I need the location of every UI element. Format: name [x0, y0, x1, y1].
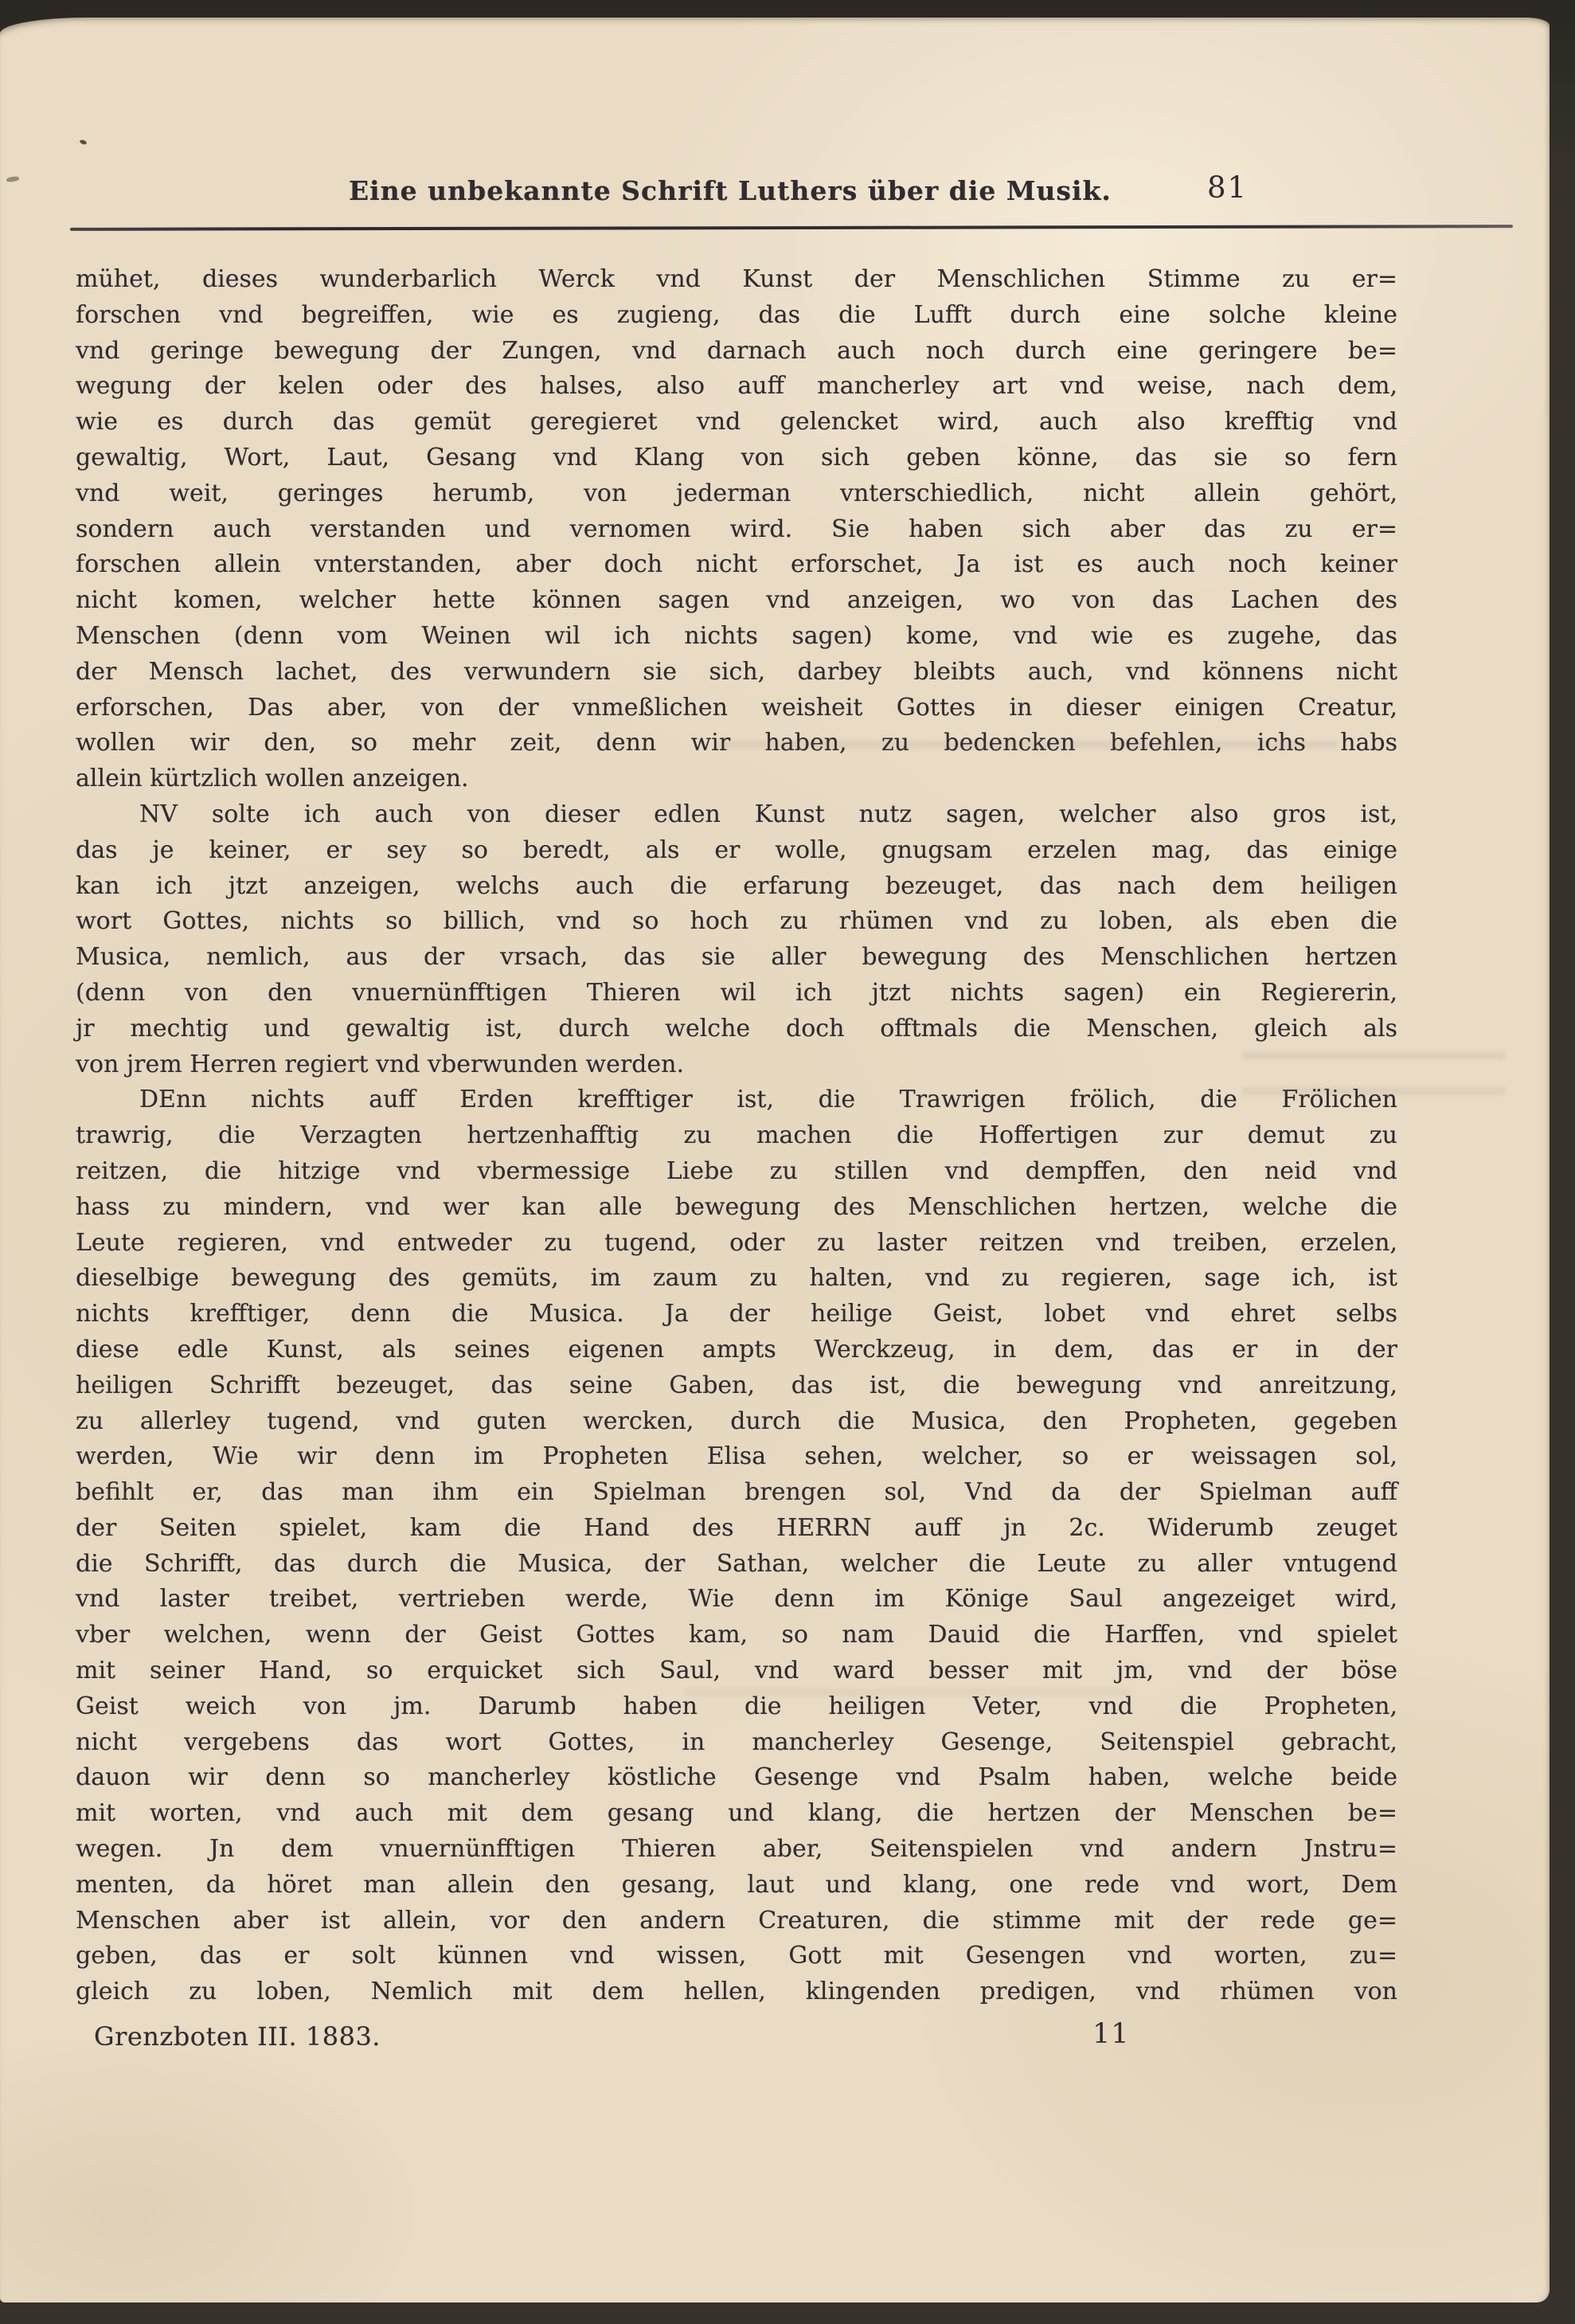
- text-line: Leute regieren, vnd entweder zu tugend, oder zu laster reitzen vnd treiben, erzelen,: [76, 1228, 1397, 1257]
- text-line: reitzen, die hitzige vnd vbermessige Liebe zu stillen vnd dempffen, den neid vnd: [76, 1156, 1397, 1185]
- text-line: kan ich jtzt anzeigen, welchs auch die erfarung bezeuget, das nach dem heiligen: [76, 871, 1397, 900]
- text-line: gleich zu loben, Nemlich mit dem hellen, klingenden predigen, vnd rhümen von: [76, 1978, 1397, 2006]
- text-line: Geist weich von jm. Darumb haben die heiligen Veter, vnd die Propheten,: [76, 1692, 1397, 1720]
- ink-fleck: [239, 565, 244, 570]
- text-line: zu allerley tugend, vnd guten wercken, durch die Musica, den Propheten, gegeben: [76, 1407, 1397, 1435]
- bleed-through-smudge: [1242, 1029, 1505, 1117]
- text-line: diese edle Kunst, als seines eigenen ampts Werckzeug, in dem, das er in der: [76, 1335, 1397, 1363]
- bleed-through-smudge: [685, 1666, 1131, 1710]
- text-line: forschen allein vnterstanden, aber doch nicht erforschet, Ja ist es auch noch keiner: [76, 550, 1397, 579]
- text-line: vnd geringe bewegung der Zungen, vnd darnach auch noch durch eine geringere be=: [76, 336, 1397, 365]
- text-line: menten, da höret man allein den gesang, laut und klang, one rede vnd wort, Dem: [76, 1870, 1397, 1899]
- bleed-through-smudge: [717, 718, 1338, 766]
- text-line: Menschen aber ist allein, vor den andern Creaturen, die stimme mit der rede ge=: [76, 1906, 1397, 1935]
- text-line: mühet, dieses wunderbarlich Werck vnd Kunst der Menschlichen Stimme zu er=: [76, 265, 1397, 293]
- text-line: (denn von den vnuernünfftigen Thieren wil ich jtzt nichts sagen) ein Regiererin,: [76, 978, 1397, 1007]
- text-line: befihlt er, das man ihm ein Spielman brengen sol, Vnd da der Spielman auff: [76, 1478, 1397, 1507]
- text-line: Musica, nemlich, aus der vrsach, das sie aller bewegung des Menschlichen hertzen: [76, 943, 1397, 972]
- text-line: sondern auch verstanden und vernomen wird. Sie haben sich aber das zu er=: [76, 514, 1397, 543]
- footer-sheet-signature: 11: [1092, 2018, 1130, 2050]
- body-text-block: [76, 262, 1397, 2010]
- text-line: nicht komen, welcher hette können sagen vnd anzeigen, wo von das Lachen des: [76, 586, 1397, 615]
- book-page: [0, 18, 1550, 2302]
- text-line: jr mechtig und gewaltig ist, durch welche doch offtmals die Menschen, gleich als: [76, 1014, 1397, 1043]
- text-line: wort Gottes, nichts so billich, vnd so hoch zu rhümen vnd zu loben, als eben die: [76, 907, 1397, 936]
- text-line: nichts krefftiger, denn die Musica. Ja der heilige Geist, lobet vnd ehret selbs: [76, 1300, 1397, 1328]
- text-line: allein kürtzlich wollen anzeigen.: [76, 765, 469, 793]
- running-header-title: Eine unbekannte Schrift Luthers über die Musik.: [349, 175, 1112, 206]
- text-line: Menschen (denn vom Weinen wil ich nichts sagen) kome, vnd wie es zugehe, das: [76, 621, 1397, 650]
- text-line: gewaltig, Wort, Laut, Gesang vnd Klang von sich geben könne, das sie so fern: [76, 443, 1397, 471]
- text-line: vnd laster treibet, vertrieben werde, Wie denn im Könige Saul angezeiget wird,: [76, 1585, 1397, 1614]
- ink-fleck: [79, 139, 87, 146]
- text-line: nicht vergebens das wort Gottes, in mancherley Gesenge, Seitenspiel gebracht,: [76, 1727, 1397, 1756]
- text-line: vber welchen, wenn der Geist Gottes kam, so nam Dauid die Harffen, vnd spielet: [76, 1621, 1397, 1649]
- text-line: wie es durch das gemüt geregieret vnd gelencket wird, auch also krefftig vnd: [76, 408, 1397, 436]
- text-line: forschen vnd begreiffen, wie es zugieng, das die Lufft durch eine solche kleine: [76, 300, 1397, 329]
- text-line: das je keiner, er sey so beredt, als er wolle, gnugsam erzelen mag, das einige: [76, 835, 1397, 864]
- header-rule: [70, 225, 1513, 231]
- text-line: wollen wir den, so mehr zeit, denn wir haben, zu bedencken befehlen, ichs habs: [76, 729, 1397, 757]
- text-line: hass zu mindern, vnd wer kan alle bewegung des Menschlichen hertzen, welche die: [76, 1192, 1397, 1221]
- text-line: DEnn nichts auff Erden krefftiger ist, die Trawrigen frölich, die Frölichen: [139, 1086, 1397, 1114]
- text-line: heiligen Schrifft bezeuget, das seine Gaben, das ist, die bewegung vnd anreitzung,: [76, 1371, 1397, 1399]
- footer-imprint: Grenzboten III. 1883.: [94, 2021, 381, 2052]
- ink-fleck: [6, 176, 20, 182]
- text-line: vnd weit, geringes herumb, von jederman vnterschiedlich, nicht allein gehört,: [76, 479, 1397, 507]
- text-line: dauon wir denn so mancherley köstliche Gesenge vnd Psalm haben, welche beide: [76, 1763, 1397, 1792]
- page-number: 81: [1207, 170, 1249, 205]
- text-line: die Schrifft, das durch die Musica, der Sathan, welcher die Leute zu aller vntugend: [76, 1549, 1397, 1578]
- text-line: der Mensch lachet, des verwundern sie sich, darbey bleibts auch, vnd könnens nicht: [76, 657, 1397, 686]
- text-line: NV solte ich auch von dieser edlen Kunst nutz sagen, welcher also gros ist,: [139, 800, 1397, 828]
- text-line: mit worten, vnd auch mit dem gesang und klang, die hertzen der Menschen be=: [76, 1799, 1397, 1828]
- text-line: mit seiner Hand, so erquicket sich Saul, vnd ward besser mit jm, vnd der böse: [76, 1657, 1397, 1685]
- text-line: wegen. Jn dem vnuernünfftigen Thieren aber, Seitenspielen vnd andern Jnstru=: [76, 1835, 1397, 1864]
- text-line: von jrem Herren regiert vnd vberwunden werden.: [76, 1050, 685, 1078]
- text-line: erforschen, Das aber, von der vnmeßlichen weisheit Gottes in dieser einigen Creatur,: [76, 693, 1397, 722]
- text-line: der Seiten spielet, kam die Hand des HERRN auff jn 2c. Widerumb zeuget: [76, 1513, 1397, 1542]
- text-line: werden, Wie wir denn im Propheten Elisa sehen, welcher, so er weissagen sol,: [76, 1442, 1397, 1471]
- text-line: dieselbige bewegung des gemüts, im zaum zu halten, vnd zu regieren, sage ich, ist: [76, 1264, 1397, 1293]
- text-line: geben, das er solt künnen vnd wissen, Gott mit Gesengen vnd worten, zu=: [76, 1942, 1397, 1970]
- text-line: wegung der kelen oder des halses, also auff mancherley art vnd weise, nach dem,: [76, 372, 1397, 401]
- text-line: trawrig, die Verzagten hertzenhafftig zu machen die Hoffertigen zur demut zu: [76, 1121, 1397, 1150]
